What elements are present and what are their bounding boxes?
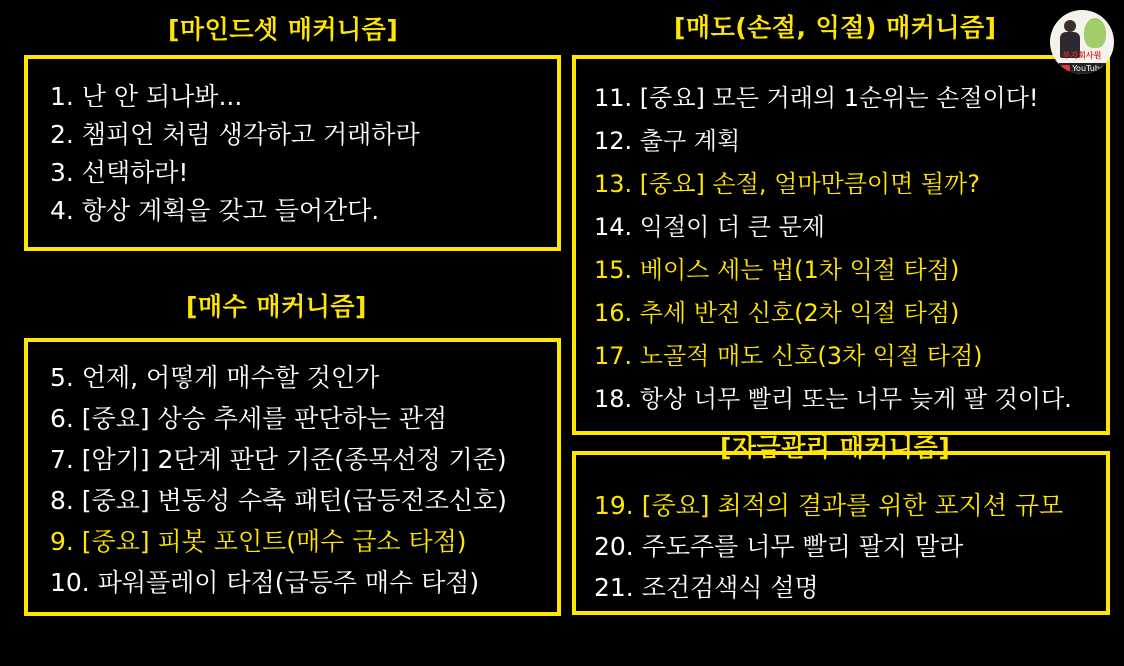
- buy-list-item: 8. [중요] 변동성 수축 패턴(급등전조신호): [50, 486, 507, 515]
- sell-list-item: 17. 노골적 매도 신호(3차 익절 타점): [594, 342, 983, 370]
- mindset-section-title: [마인드셋 매커니즘]: [168, 15, 399, 44]
- sell-list-item: 13. [중요] 손절, 얼마만큼이면 될까?: [594, 170, 980, 198]
- sell-list-item: 15. 베이스 세는 법(1차 익절 타점): [594, 256, 960, 284]
- money-list-item: 19. [중요] 최적의 결과를 위한 포지션 규모: [594, 491, 1064, 520]
- money-section-box: [572, 451, 1110, 615]
- sell-list-item: 18. 항상 너무 빨리 또는 너무 늦게 팔 것이다.: [594, 385, 1072, 413]
- money-list-item: 20. 주도주를 너무 빨리 팔지 말라: [594, 532, 964, 561]
- money-section-title: [자금관리 매커니즘]: [720, 433, 951, 462]
- buy-list-item: 9. [중요] 피봇 포인트(매수 급소 타점): [50, 527, 467, 556]
- channel-logo[interactable]: [1050, 10, 1114, 74]
- plant-icon: [1084, 18, 1106, 48]
- mindset-list: [50, 78, 557, 230]
- sell-list-item: 11. [중요] 모든 거래의 1순위는 손절이다!: [594, 84, 1039, 112]
- buy-list-item: 5. 언제, 어떻게 매수할 것인가: [50, 363, 380, 392]
- sell-list-item: 14. 익절이 더 큰 문제: [594, 213, 825, 241]
- youtube-badge: [1058, 63, 1108, 74]
- money-list: [594, 485, 1106, 608]
- mindset-section-box: [24, 55, 561, 251]
- buy-list-item: 10. 파워플레이 타점(급등주 매수 타점): [50, 568, 480, 597]
- money-list-item: 21. 조건검색식 설명: [594, 573, 819, 602]
- sell-list-item: 12. 출구 계획: [594, 127, 741, 155]
- mindset-list-item: 2. 챔피언 처럼 생각하고 거래하라: [50, 120, 420, 149]
- youtube-label: YouTube: [1072, 64, 1105, 73]
- buy-list-item: 7. [암기] 2단계 판단 기준(종목선정 기준): [50, 445, 507, 474]
- buy-list: [50, 357, 557, 603]
- buy-list-item: 6. [중요] 상승 추세를 판단하는 관점: [50, 404, 448, 433]
- sell-list: [594, 77, 1106, 421]
- mindset-list-item: 1. 난 안 되나봐...: [50, 82, 243, 111]
- person-head-icon: [1064, 20, 1076, 32]
- sell-section-title: [매도(손절, 익절) 매커니즘]: [674, 13, 997, 42]
- sell-section-box: [572, 55, 1110, 435]
- sell-list-item: 16. 추세 반전 신호(2차 익절 타점): [594, 299, 960, 327]
- mindset-list-item: 3. 선택하라!: [50, 158, 189, 187]
- mindset-list-item: 4. 항상 계획을 갖고 들어간다.: [50, 196, 380, 225]
- buy-section-box: [24, 338, 561, 616]
- channel-logo-text: 부자회사원: [1062, 51, 1102, 60]
- youtube-play-icon: [1061, 65, 1070, 72]
- buy-section-title: [매수 매커니즘]: [186, 292, 367, 321]
